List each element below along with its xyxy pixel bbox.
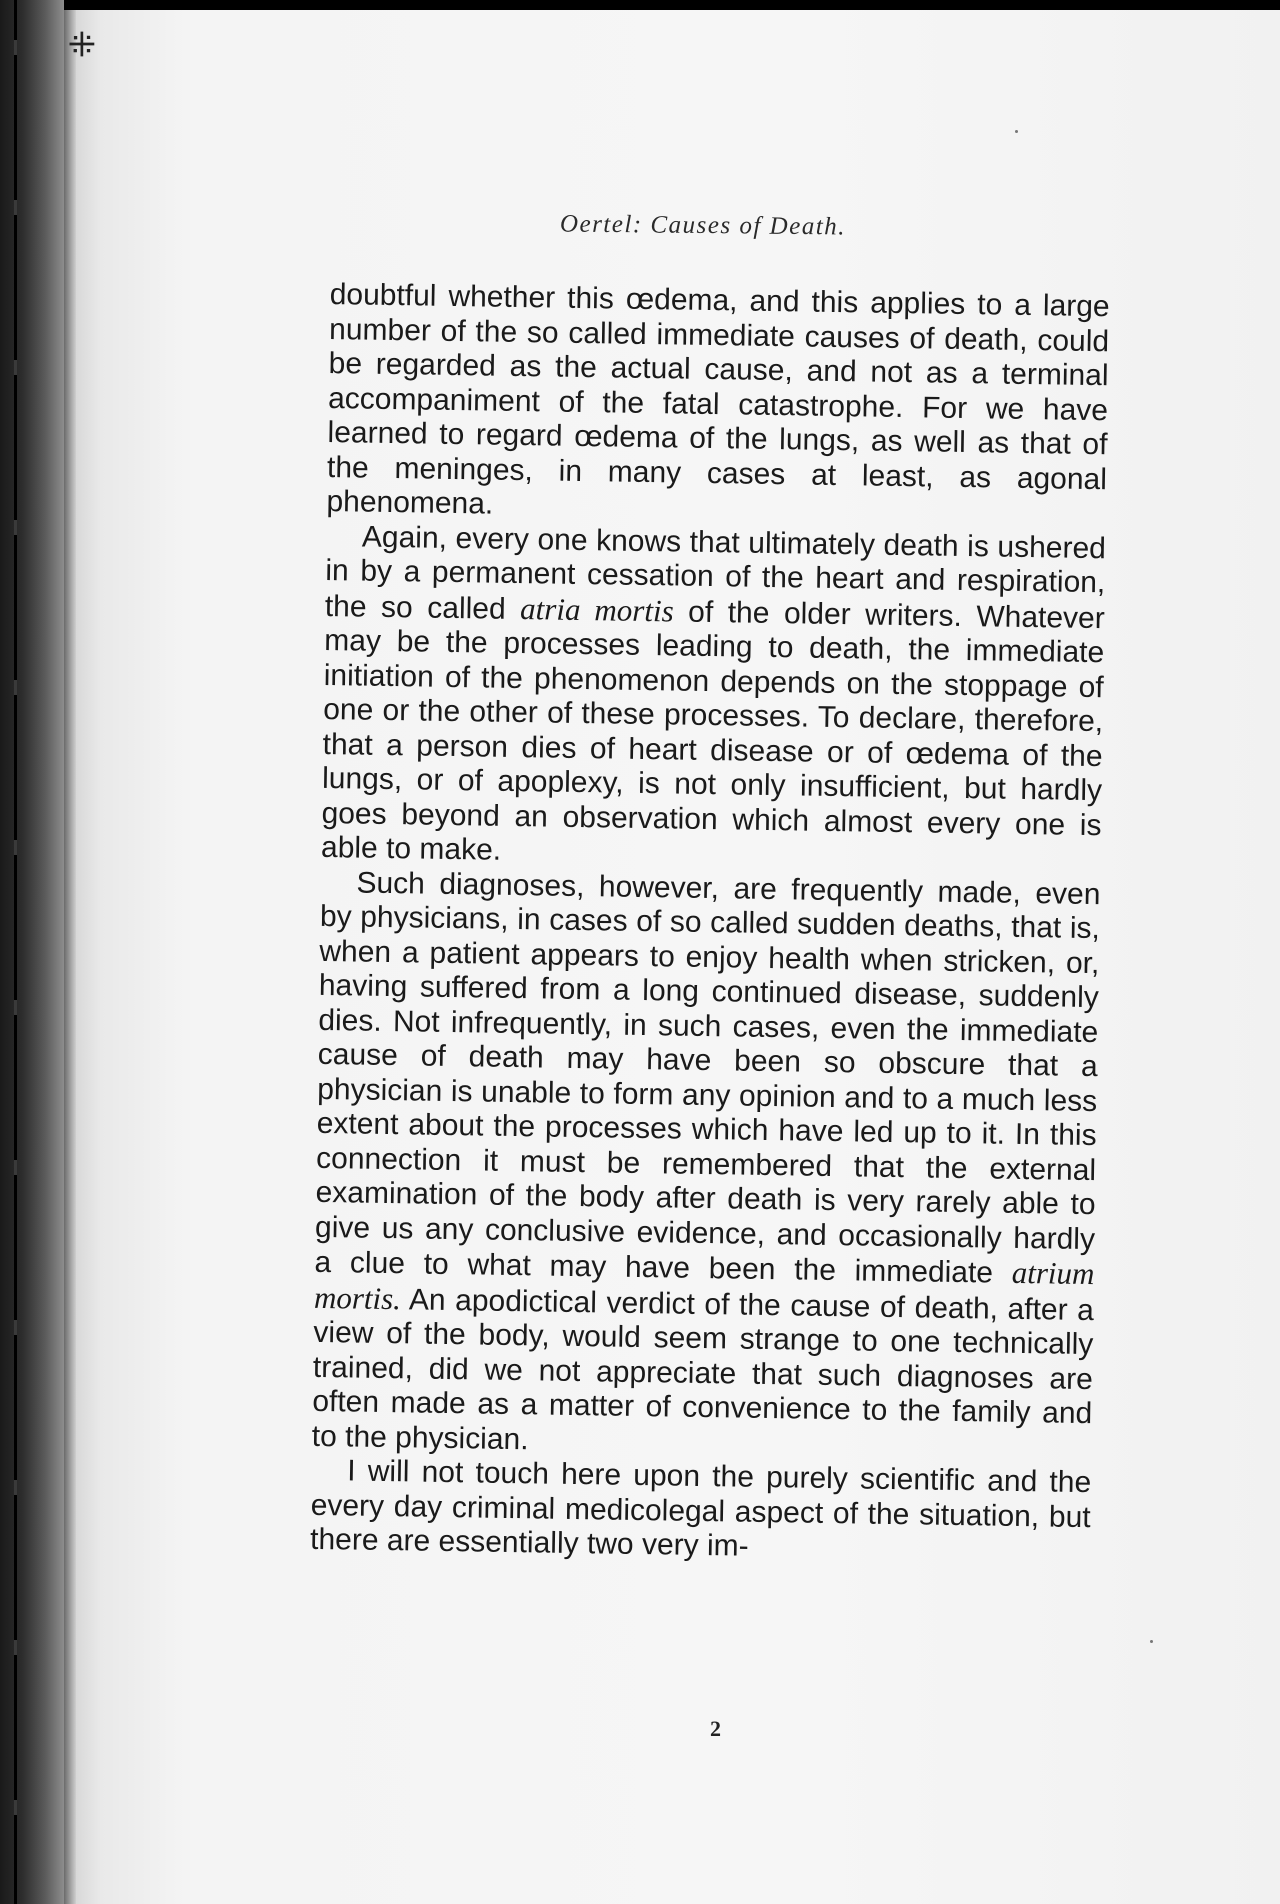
- paragraph-3: [312, 865, 1101, 1466]
- paragraph-4: [310, 1454, 1092, 1570]
- paragraph-4-text: I will not touch here upon the purely scientific and the every day criminal medicolegal aspect of the situation, but there are essentially two very im-: [309, 1454, 1092, 1563]
- paragraph-1-text: doubtful whether this œdema, and this applies to a large number of the so called immediate causes of death, could be regarded as the actual cause, and not as a terminal accompaniment of the fatal catastrophe. For we have learned to regard œdema of the lungs, as well as that of the meninges, in many cases at least, as agonal phenomena.: [326, 278, 1110, 521]
- paragraph-2: [321, 519, 1106, 877]
- paragraph-1: [326, 278, 1110, 532]
- paragraph-2-text-end: of the older writers. Whatever may be the processes leading to death, the immediate initiation of the phenomenon depends on the stoppage of one or the other of these processes. To declare, therefore, that a person dies of heart disease or of œdema of the lungs, or of apoplexy, is not only insufficient, but hardly goes beyond an observation which almost every one is able to make.: [320, 594, 1106, 867]
- running-head: Oertel: Causes of Death.: [559, 210, 847, 241]
- book-gutter: [0, 0, 64, 1904]
- body-text: [310, 278, 1110, 1570]
- paper-speck: [1015, 130, 1018, 133]
- paragraph-3-text-end: An apodictical verdict of the cause of death, after a view of the body, would seem strange to one technically trained, did we not appreciate that such diagnoses are often made as a matter of convenience to the family and to the physician.: [311, 1282, 1095, 1456]
- page-number: 2: [710, 1716, 721, 1741]
- binding-shadow: [14, 0, 17, 1904]
- paragraph-2-italic-term: atria mortis: [519, 590, 674, 628]
- ornament-icon: ⁜: [60, 29, 101, 59]
- page-edge-shadow: [64, 10, 76, 1904]
- paragraph-2-text-start: Again, every one knows that ultimately death is ushered in by a permanent cessation of the heart and respiration, the so called: [324, 520, 1107, 626]
- paragraph-3-italic-term: atrium mortis.: [313, 1254, 1095, 1316]
- paragraph-3-text-start: Such diagnoses, however, are frequently made, even by physicians, in cases of so called sudden deaths, that is, when a patient appears to enjoy health when stricken, or, having suffered from a long continued disease, suddenly dies. Not infrequently, in such cases, even the immediate cause of death may have been so obscure that a physician is unable to form any opinion and to a much less extent about the processes which have led up to it. In this connection it must be remembered that the external examination of the body after death is very rarely able to give us any conclusive evidence, and occasionally hardly a clue to what may have been the immediate: [314, 865, 1101, 1290]
- paper-speck: [1150, 1640, 1153, 1643]
